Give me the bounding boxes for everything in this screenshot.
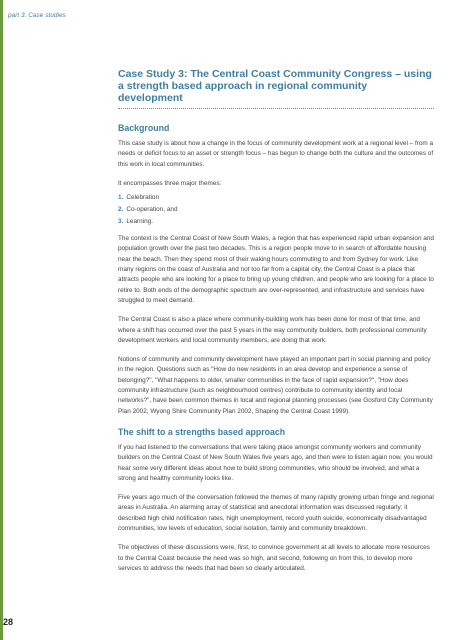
- section-heading-background: Background: [118, 123, 170, 133]
- paragraph: This case study is about how a change in the focus of community development work at a regional level – from a needs or deficit focus to an asset or strength focus – has begun to change both the culture and the outcomes of this work in local communities.: [118, 140, 434, 168]
- paragraph: The context is the Central Coast of New South Wales, a region that has experienced rapid urban expansion and population growth over the past two decades. This is a region people move to in search of affordable housing near the beach. Then they spend most of their waking hours commuting to and from Sydney for work. Like many regions on the coast of Australia and not too far from a capital city, the Central Coast is a place that attracts people who are looking for a place to bring up young children, and people who are looking for a place to retire to. Both ends of the demographic spectrum are over-represented, and infrastructure and services have struggled to meet demand.: [118, 235, 434, 304]
- themes-list: [118, 192, 434, 228]
- paragraph: The objectives of these discussions were, first, to convince government at all levels to allocate more resources to the Central Coast because the need was so high, and second, following on from this, to develop more services to address the needs that had been so clearly articulated.: [118, 544, 430, 572]
- list-item: 2. Co-operation, and: [118, 206, 178, 214]
- title-divider: [118, 108, 434, 109]
- paragraph: If you had listened to the conversations that were taking place amongst community workers and community builders on the Central Coast of New South Wales five years ago, and then were to listen again now, you would hear some very different ideas about how to build strong communities, who should be involved, and what a strong and healthy community looks like.: [118, 443, 433, 482]
- running-head: part 3. Case studies: [8, 12, 66, 19]
- article: [118, 68, 434, 583]
- list-item: 1. Celebration: [118, 194, 160, 202]
- left-margin-bar: [0, 0, 3, 640]
- page-number: 28: [3, 617, 14, 627]
- paragraph: It encompasses three major themes:: [118, 179, 222, 187]
- list-item: 3. Learning.: [118, 218, 153, 226]
- paragraph: Notions of community and community development have played an important part in social planning and policy in the region. Questions such as "How do new residents in an area develop and experience a sense of belonging?", "What happens to older, smaller communities in the face of rapid expansion?", "How does community infrastructure (such as neighbourhood centres) contribute to community identity and local networks?", have been common themes in local and regional planning processes (see Gosford City Community Plan 2002, Wyong Shire Community Plan 2002, Shaping the Central Coast 1999).: [118, 356, 433, 415]
- section-heading-strengths-shift: The shift to a strengths based approach: [118, 426, 286, 437]
- case-study-title: Case Study 3: The Central Coast Community Congress – using a strength based approach in regional community development: [118, 68, 432, 104]
- paragraph: The Central Coast is also a place where community-building work has been done for most of that time, and where a shift has occurred over the past 5 years in the way community builders, both professional community development workers and local community members, are doing that work.: [118, 316, 427, 344]
- paragraph: Five years ago much of the conversation followed the themes of many rapidly growing urban fringe and regional areas in Australia. An alarming array of statistical and anecdotal information was discussed regularly: it described high child notification rates, high unemployment, record youth suicide, economically disadvantaged communities, low levels of education, social isolation, family and community breakdown.: [118, 494, 434, 533]
